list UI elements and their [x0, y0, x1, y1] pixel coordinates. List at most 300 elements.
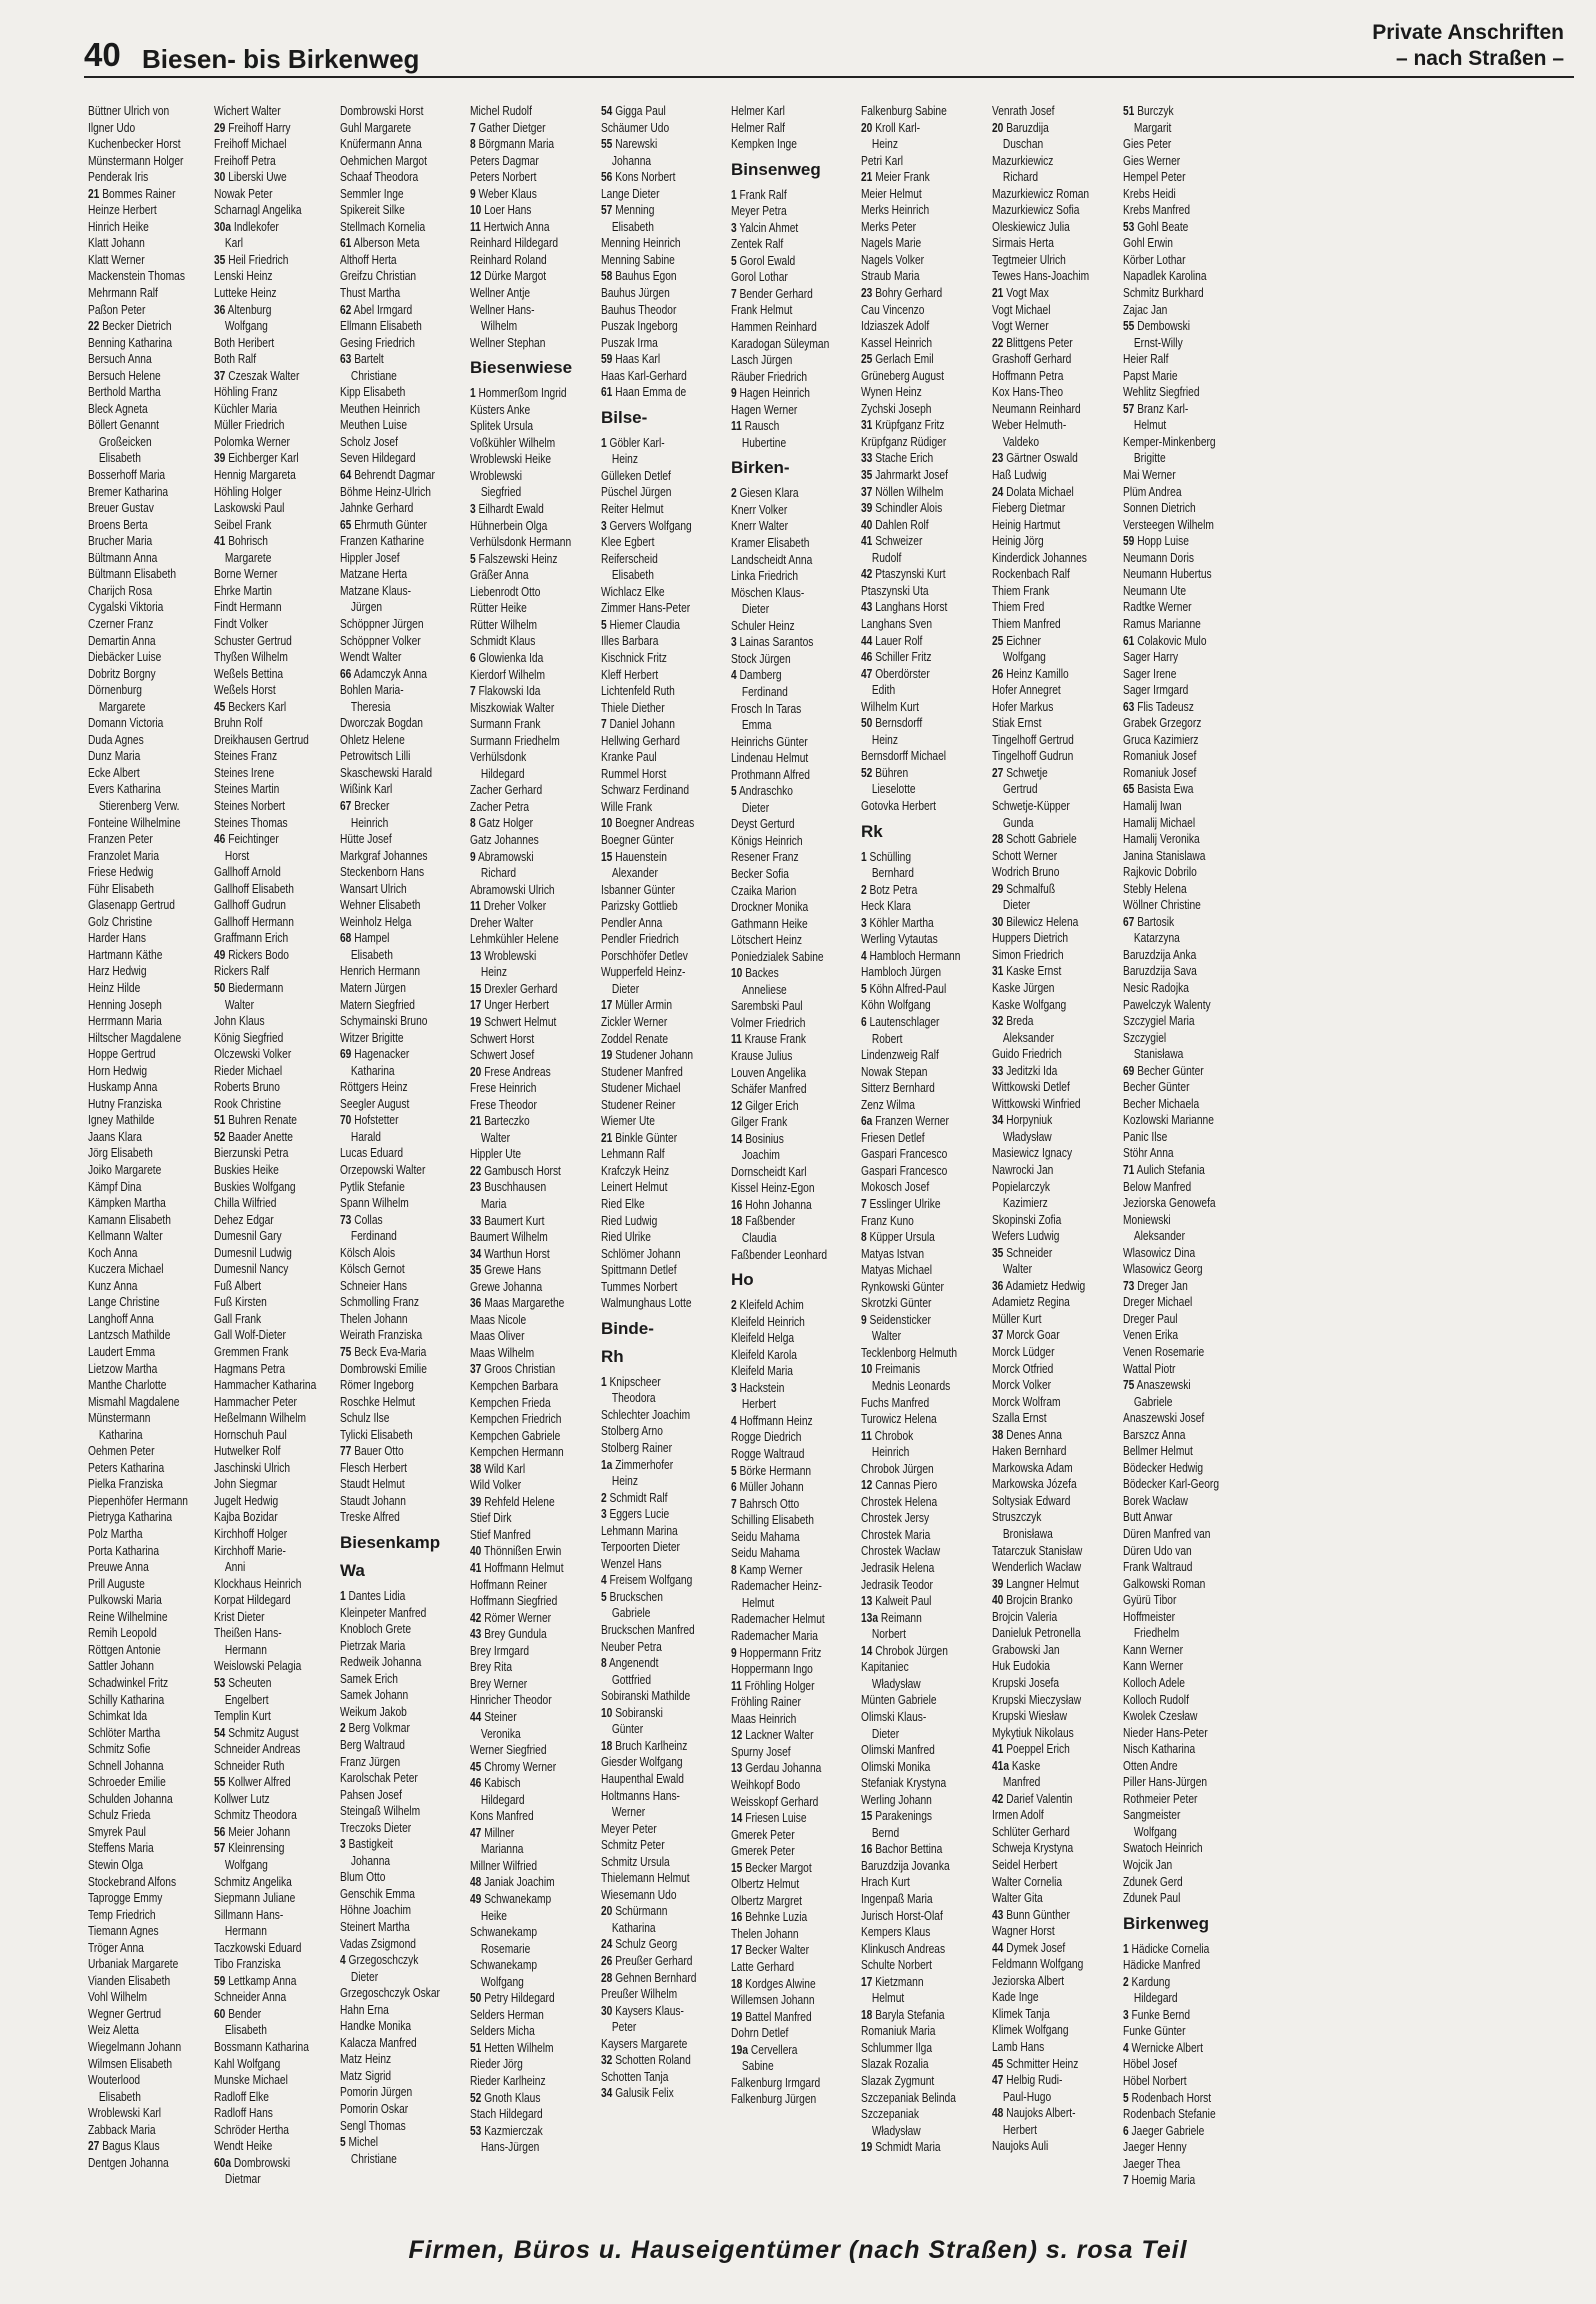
resident-entry: Matz Heinz — [340, 2051, 392, 2067]
house-number: 17 — [601, 997, 613, 1013]
resident-entry: Kempchen Barbara — [470, 1378, 559, 1394]
resident-entry: 31 Kaske Ernst — [992, 963, 1062, 979]
resident-entry: Stolberg Rainer — [601, 1440, 673, 1456]
resident-entry: Weßels Bettina — [214, 665, 284, 681]
resident-entry: Hoffmann Petra — [992, 367, 1064, 383]
resident-entry: Valdeko — [1002, 433, 1040, 449]
resident-entry: Kissel Heinz-Egon — [731, 1180, 815, 1196]
resident-entry: Reiter Helmut — [601, 501, 664, 517]
resident-entry: 67 Bartosik — [1123, 913, 1175, 929]
house-number: 3 — [1123, 2006, 1129, 2022]
house-number: 10 — [470, 202, 482, 218]
resident-entry: 10 Sobiranski — [601, 1704, 663, 1720]
resident-entry: Walter — [224, 996, 255, 1012]
resident-entry: Schwanekamp — [470, 1924, 538, 1940]
resident-entry: 17 Kietzmann — [861, 1973, 924, 1989]
resident-entry: 55 Dembowski — [1123, 318, 1191, 334]
resident-entry: 25 Eichner — [992, 632, 1041, 648]
resident-entry: Lange Christine — [88, 1294, 160, 1310]
resident-entry: Ehrke Martin — [214, 582, 272, 598]
house-number: 15 — [470, 980, 482, 996]
resident-entry: Fuß Albert — [214, 1277, 262, 1293]
resident-entry: Großeicken — [98, 433, 152, 449]
resident-entry: Lutteke Heinz — [214, 285, 277, 301]
resident-entry: Schulz Ilse — [340, 1410, 390, 1426]
house-number: 61 — [1123, 632, 1135, 648]
resident-entry: Findt Volker — [214, 615, 268, 631]
resident-entry: Wittkowski Detlef — [992, 1079, 1070, 1095]
header-rule — [84, 76, 1574, 78]
house-number: 18 — [601, 1737, 613, 1753]
resident-entry: Lenski Heinz — [214, 268, 273, 284]
resident-entry: Horn Hedwig — [88, 1062, 148, 1078]
resident-entry: 63 Flis Tadeusz — [1123, 698, 1194, 714]
resident-entry: Millner Wilfried — [470, 1857, 538, 1873]
resident-entry: 60a Dombrowski — [214, 2154, 291, 2170]
house-number: 42 — [992, 1790, 1004, 1806]
resident-entry: Lindenzweig Ralf — [861, 1047, 939, 1063]
resident-entry: 5 Hiemer Claudia — [601, 616, 680, 632]
resident-entry: 1 Schülling — [861, 848, 912, 864]
resident-entry: Dumesnil Gary — [214, 1228, 282, 1244]
resident-entry: 8 Küpper Ursula — [861, 1229, 935, 1245]
resident-entry: Gmerek Peter — [731, 1843, 795, 1859]
house-number: 9 — [861, 1311, 867, 1327]
resident-entry: Temp Friedrich — [88, 1906, 156, 1922]
resident-entry: Radloff Elke — [214, 2088, 269, 2104]
resident-entry: Mednis Leonards — [871, 1378, 951, 1394]
house-number: 3 — [470, 501, 476, 517]
resident-entry: Benning Katharina — [88, 334, 173, 350]
resident-entry: Meuthen Luise — [340, 417, 408, 433]
resident-entry: Stock Jürgen — [731, 650, 791, 666]
house-number: 2 — [731, 1297, 737, 1313]
resident-entry: Wegner Gertrud — [88, 2005, 162, 2021]
resident-entry: Skaschewski Harald — [340, 764, 433, 780]
resident-entry: Lehmann Marina — [601, 1522, 678, 1538]
resident-entry: Boegner Günter — [601, 831, 674, 847]
resident-entry: 57 Menning — [601, 202, 655, 218]
resident-entry: Helmut — [871, 1990, 905, 2006]
house-number: 7 — [1123, 2172, 1129, 2188]
resident-entry: 18 Bruch Karlheinz — [601, 1737, 688, 1753]
resident-entry: Knüfermann Anna — [340, 136, 422, 152]
resident-entry: Kleifeld Karola — [731, 1346, 797, 1362]
resident-entry: Butt Anwar — [1123, 1509, 1173, 1525]
resident-entry: Jurisch Horst-Olaf — [861, 1907, 943, 1923]
house-number: 65 — [1123, 781, 1135, 797]
resident-entry: 43 Bunn Günther — [992, 1906, 1070, 1922]
resident-entry: Chrostek Wacław — [861, 1543, 941, 1559]
resident-entry: Rademacher Maria — [731, 1628, 818, 1644]
resident-entry: Resener Franz — [731, 849, 799, 865]
resident-entry: 51 Burczyk — [1123, 103, 1174, 118]
resident-entry: Bersuch Helene — [88, 367, 161, 383]
house-number: 46 — [861, 649, 873, 665]
resident-entry: 20 Kroll Karl- — [861, 119, 921, 135]
house-number: 32 — [992, 1013, 1004, 1029]
resident-entry: Merks Heinrich — [861, 202, 930, 218]
resident-entry: Korpat Hildegard — [214, 1592, 291, 1608]
resident-entry: 33 Baumert Kurt — [470, 1212, 545, 1228]
resident-entry: Kleff Herbert — [601, 666, 659, 682]
house-number: 1 — [731, 186, 737, 202]
resident-entry: Jedrasik Helena — [861, 1560, 935, 1576]
resident-entry: 47 Helbig Rudi- — [992, 2072, 1063, 2088]
resident-entry: 9 Weber Klaus — [470, 185, 537, 201]
street-heading: Rh — [601, 1346, 624, 1366]
resident-entry: Sager Harry — [1123, 649, 1179, 665]
house-number: 17 — [470, 997, 482, 1013]
resident-entry: 41 Schweizer — [861, 533, 923, 549]
resident-entry: 19 Battel Manfred — [731, 2008, 812, 2024]
resident-entry: Hoffmann Reiner — [470, 1576, 548, 1592]
house-number: 5 — [1123, 2089, 1129, 2105]
resident-entry: Franzolet Maria — [88, 847, 160, 863]
resident-entry: Wroblewski Karl — [88, 2105, 162, 2121]
resident-entry: Zdunek Gerd — [1123, 1873, 1183, 1889]
resident-entry: Gall Wolf-Dieter — [214, 1327, 286, 1343]
resident-entry: 12 Dürke Margot — [470, 268, 547, 284]
resident-entry: 62 Abel Irmgard — [340, 301, 413, 317]
resident-entry: Matzane Herta — [340, 566, 408, 582]
resident-entry: Königs Heinrich — [731, 832, 803, 848]
resident-entry: Ilgner Udo — [88, 119, 136, 135]
house-number: 30 — [214, 169, 226, 185]
resident-entry: Dunz Maria — [88, 748, 141, 764]
house-number: 5 — [601, 616, 607, 632]
resident-entry: 5 Rodenbach Horst — [1123, 2089, 1212, 2105]
resident-entry: Semmler Inge — [340, 185, 404, 201]
resident-entry: Pulkowski Maria — [88, 1592, 162, 1608]
resident-entry: Theißen Hans- — [214, 1625, 282, 1641]
resident-entry: Wehner Elisabeth — [340, 897, 421, 913]
resident-entry: Nisch Katharina — [1123, 1741, 1196, 1757]
resident-entry: Penderak Iris — [88, 169, 149, 185]
resident-entry: 2 Berg Volkmar — [340, 1720, 410, 1736]
resident-entry: 7 Daniel Johann — [601, 716, 675, 732]
resident-entry: Stefaniak Krystyna — [861, 1775, 947, 1791]
resident-entry: Landscheidt Anna — [731, 551, 813, 567]
resident-entry: Morck Otfried — [992, 1360, 1054, 1376]
resident-entry: 65 Ehrmuth Günter — [340, 516, 427, 532]
resident-entry: Venrath Josef — [992, 103, 1055, 118]
resident-entry: Chrostek Maria — [861, 1526, 931, 1542]
house-number: 23 — [470, 1179, 482, 1195]
resident-entry: Seidu Mahama — [731, 1528, 800, 1544]
resident-entry: Vogt Michael — [992, 301, 1051, 317]
resident-entry: Kleinpeter Manfred — [340, 1604, 427, 1620]
resident-entry: Steingaß Wilhelm — [340, 1803, 421, 1819]
resident-entry: Peter — [611, 2019, 637, 2035]
resident-entry: Krüpfganz Rüdiger — [861, 433, 947, 449]
resident-entry: Fieberg Dietmar — [992, 500, 1066, 516]
house-number: 55 — [1123, 318, 1135, 334]
resident-entry: Czaika Marion — [731, 882, 797, 898]
resident-entry: Zychski Joseph — [861, 400, 932, 416]
resident-entry: Büttner Ulrich von — [88, 103, 170, 118]
resident-entry: 28 Schott Gabriele — [992, 831, 1077, 847]
house-number: 3 — [601, 517, 607, 533]
resident-entry: Rademacher Helmut — [731, 1611, 825, 1627]
house-number: 6a — [861, 1113, 873, 1129]
resident-entry: 18 Faßbender — [731, 1213, 796, 1229]
resident-entry: Steckenborn Hans — [340, 864, 425, 880]
resident-entry: Linka Friedrich — [731, 568, 799, 584]
resident-entry: Gyürü Tibor — [1123, 1592, 1177, 1608]
resident-entry: Helmut — [1133, 417, 1167, 433]
resident-entry: 66 Adamczyk Anna — [340, 665, 427, 681]
house-number: 4 — [731, 1412, 737, 1428]
resident-entry: Hiltscher Magdalene — [88, 1029, 182, 1045]
resident-entry: Tylicki Elisabeth — [340, 1426, 413, 1442]
resident-entry: Dreher Walter — [470, 914, 534, 930]
resident-entry: Gräßer Anna — [470, 567, 529, 583]
resident-entry: Heike — [480, 1907, 507, 1923]
resident-entry: Kempchen Friedrich — [470, 1411, 562, 1427]
resident-entry: 22 Gambusch Horst — [470, 1162, 561, 1178]
resident-entry: Räuber Friedrich — [731, 368, 808, 384]
resident-entry: Peters Dagmar — [470, 152, 539, 168]
resident-entry: 8 Angenendt — [601, 1655, 659, 1671]
resident-entry: Pytlik Stefanie — [340, 1178, 405, 1194]
resident-entry: Kleifeld Maria — [731, 1363, 793, 1379]
resident-entry: Morck Volker — [992, 1377, 1052, 1393]
resident-entry: Dieter — [611, 980, 640, 996]
resident-entry: Fonteine Wilhelmine — [88, 814, 181, 830]
resident-entry: Brey Irmgard — [470, 1642, 530, 1658]
resident-entry: 24 Schulz Georg — [601, 1936, 678, 1952]
resident-entry: Elisabeth — [350, 946, 393, 962]
resident-entry: Huk Eudokia — [992, 1658, 1050, 1674]
resident-entry: 37 Nöllen Wilhelm — [861, 483, 944, 499]
resident-entry: 36 Adamietz Hedwig — [992, 1277, 1086, 1293]
resident-entry: 48 Janiak Joachim — [470, 1874, 555, 1890]
resident-entry: Edith — [871, 682, 896, 698]
house-number: 67 — [340, 797, 352, 813]
resident-entry: Gotovka Herbert — [861, 797, 936, 813]
resident-entry: Wellner Stephan — [470, 334, 546, 350]
resident-entry: Puszak Ingeborg — [601, 318, 678, 334]
resident-entry: 56 Kons Norbert — [601, 169, 676, 185]
resident-entry: 33 Stache Erich — [861, 450, 934, 466]
resident-entry: Piepenhöfer Hermann — [88, 1492, 188, 1508]
house-number: 40 — [992, 1592, 1004, 1608]
resident-entry: Herbert — [741, 1396, 776, 1412]
resident-entry: 64 Behrendt Dagmar — [340, 467, 435, 483]
resident-entry: 57 Kleinrensing — [214, 1840, 285, 1856]
resident-entry: Freihoff Michael — [214, 136, 287, 152]
resident-entry: Heinrich — [350, 814, 389, 830]
resident-entry: Steines Franz — [214, 748, 278, 764]
resident-entry: Kapitaniec — [861, 1659, 909, 1675]
resident-entry: Schröder Hertha — [214, 2121, 289, 2137]
resident-entry: Kämpf Dina — [88, 1178, 142, 1194]
resident-entry: Bültmann Elisabeth — [88, 566, 177, 582]
resident-entry: Dohrn Detlef — [731, 2025, 789, 2041]
house-number: 21 — [601, 1129, 613, 1145]
resident-entry: Piller Hans-Jürgen — [1123, 1774, 1208, 1790]
resident-entry: Schymainski Bruno — [340, 1013, 428, 1029]
resident-entry: 63 Bartelt — [340, 351, 384, 367]
resident-entry: Höhne Joachim — [340, 1902, 412, 1918]
resident-entry: 42 Ptaszynski Kurt — [861, 566, 946, 582]
house-number: 39 — [214, 450, 226, 466]
resident-entry: Giesder Wolfgang — [601, 1754, 683, 1770]
resident-entry: 1 Knipscheer — [601, 1373, 661, 1389]
resident-entry: 11 Dreher Volker — [470, 898, 547, 914]
resident-entry: Treske Alfred — [340, 1509, 400, 1525]
house-number: 22 — [88, 318, 100, 334]
resident-entry: 59 Hopp Luise — [1123, 533, 1189, 549]
resident-entry: 5 Köhn Alfred-Paul — [861, 980, 947, 996]
resident-entry: 7 Flakowski Ida — [470, 683, 541, 699]
house-number: 57 — [601, 202, 613, 218]
resident-entry: Mazurkiewicz Roman — [992, 185, 1090, 201]
resident-entry: 4 Freisem Wolfgang — [601, 1572, 693, 1588]
house-number: 61 — [601, 384, 613, 400]
house-number: 1 — [861, 848, 867, 864]
resident-entry: Mykytiuk Nikolaus — [992, 1724, 1074, 1740]
resident-entry: Schuster Gertrud — [214, 632, 292, 648]
house-number: 5 — [470, 550, 476, 566]
resident-entry: 57 Branz Karl- — [1123, 400, 1189, 416]
house-number: 1 — [340, 1588, 346, 1604]
resident-entry: Weihkopf Bodo — [731, 1776, 801, 1792]
resident-entry: 8 Börgmann Maria — [470, 136, 555, 152]
resident-entry: Baumert Wilhelm — [470, 1229, 548, 1245]
resident-entry: Thelen Johann — [731, 1925, 799, 1941]
resident-entry: Gertrud — [1002, 781, 1038, 797]
resident-entry: Ernst-Willy — [1133, 334, 1183, 350]
resident-entry: Lieselotte — [871, 781, 916, 797]
resident-entry: Hippler Josef — [340, 549, 400, 565]
resident-entry: 18 Baryla Stefania — [861, 2006, 945, 2022]
resident-entry: Haas Karl-Gerhard — [601, 367, 687, 383]
resident-entry: Maas Heinrich — [731, 1710, 797, 1726]
resident-entry: Schweja Krystyna — [992, 1840, 1074, 1856]
resident-entry: Sonnen Dietrich — [1123, 500, 1196, 516]
resident-entry: Schott Werner — [992, 847, 1058, 863]
resident-entry: 75 Anaszewski — [1123, 1377, 1191, 1393]
resident-entry: Dreger Paul — [1123, 1310, 1178, 1326]
resident-entry: Schilling Elisabeth — [731, 1512, 814, 1528]
house-number: 41 — [214, 533, 226, 549]
resident-entry: Rogge Waltraud — [731, 1446, 805, 1462]
resident-entry: 2 Schmidt Ralf — [601, 1489, 668, 1505]
resident-entry: Hermann — [224, 1923, 267, 1939]
resident-entry: 69 Becher Günter — [1123, 1062, 1204, 1078]
resident-entry: Wenzel Hans — [601, 1555, 662, 1571]
house-number: 15 — [731, 1859, 743, 1875]
resident-entry: Heinz — [480, 964, 507, 980]
resident-entry: Haß Ludwig — [992, 467, 1047, 483]
house-number: 6 — [470, 649, 476, 665]
resident-entry: Haken Bernhard — [992, 1443, 1067, 1459]
resident-entry: Bültmann Anna — [88, 549, 158, 565]
resident-entry: Olimski Monika — [861, 1758, 931, 1774]
resident-entry: Richard — [1002, 169, 1039, 185]
resident-entry: Buskies Heike — [214, 1162, 279, 1177]
resident-entry: Dieter — [871, 1725, 900, 1741]
resident-entry: Pomorin Jürgen — [340, 2084, 413, 2100]
house-number: 52 — [470, 2089, 482, 2105]
resident-entry: Surmann Friedhelm — [470, 732, 560, 748]
resident-entry: Guhl Margarete — [340, 119, 412, 135]
resident-entry: Hornschuh Paul — [214, 1426, 287, 1442]
resident-entry: Klatt Werner — [88, 251, 145, 267]
resident-entry: Heinz — [871, 136, 898, 152]
resident-entry: Dreikhausen Gertrud — [214, 731, 309, 747]
house-number: 4 — [861, 947, 867, 963]
house-number: 65 — [340, 516, 352, 532]
house-number: 3 — [731, 634, 737, 650]
resident-entry: Miszkowiak Walter — [470, 699, 555, 715]
resident-entry: Karl — [224, 235, 244, 251]
resident-entry: Stanisława — [1133, 1046, 1184, 1062]
house-number: 35 — [992, 1244, 1004, 1260]
resident-entry: Mazurkiewicz Sofia — [992, 202, 1080, 218]
resident-entry: Dobritz Borgny — [88, 665, 156, 681]
resident-entry: 17 Müller Armin — [601, 997, 673, 1013]
resident-entry: Wöllner Christine — [1123, 897, 1201, 913]
resident-entry: Menning Heinrich — [601, 235, 681, 251]
resident-entry: Karadogan Süleyman — [731, 335, 830, 351]
resident-entry: 8 Gatz Holger — [470, 815, 534, 831]
house-number: 42 — [861, 566, 873, 582]
resident-entry: Rickers Ralf — [214, 963, 270, 979]
house-number: 5 — [340, 2134, 346, 2150]
resident-entry: Ried Ulrike — [601, 1229, 651, 1245]
resident-entry: Szczepaniak — [861, 2106, 919, 2122]
resident-entry: Steines Norbert — [214, 797, 286, 813]
house-number: 46 — [214, 831, 226, 847]
resident-entry: Grashoff Gerhard — [992, 351, 1072, 367]
house-number: 60 — [214, 2005, 226, 2021]
street-heading: Binde- — [601, 1318, 654, 1338]
resident-entry: Bauhus Jürgen — [601, 285, 670, 301]
resident-entry: Studener Reiner — [601, 1096, 676, 1112]
resident-entry: 4 Hoffmann Heinz — [731, 1412, 813, 1428]
resident-entry: Orzepowski Walter — [340, 1162, 426, 1177]
house-number: 23 — [861, 285, 873, 301]
resident-entry: Zacher Petra — [470, 798, 530, 814]
resident-entry: Oehmen Peter — [88, 1443, 155, 1459]
resident-entry: König Siegfried — [214, 1029, 284, 1045]
resident-entry: 35 Grewe Hans — [470, 1262, 542, 1278]
resident-entry: 58 Bauhus Egon — [601, 268, 677, 284]
resident-entry: 29 Freihoff Harry — [214, 119, 291, 135]
resident-entry: Terpoorten Dieter — [601, 1539, 680, 1555]
resident-entry: Wiegelmann Johann — [88, 2038, 182, 2054]
resident-entry: Lantzsch Mathilde — [88, 1327, 171, 1343]
resident-entry: Harz Hedwig — [88, 963, 147, 979]
resident-entry: Krist Dieter — [214, 1608, 265, 1624]
house-number: 3 — [731, 1379, 737, 1395]
resident-entry: 38 Wild Karl — [470, 1460, 526, 1476]
resident-entry: Bellmer Helmut — [1123, 1443, 1193, 1459]
house-number: 18 — [731, 1213, 743, 1229]
resident-entry: Bödecker Hedwig — [1123, 1459, 1204, 1475]
directory-columns — [88, 103, 1568, 2225]
resident-entry: Tatarczuk Stanisław — [992, 1542, 1083, 1558]
house-number: 44 — [992, 1939, 1004, 1955]
house-number: 11 — [731, 1031, 742, 1047]
resident-entry: 56 Meier Johann — [214, 1823, 291, 1839]
resident-entry: Bronisława — [1002, 1526, 1053, 1542]
resident-entry: 32 Breda — [992, 1013, 1034, 1029]
resident-entry: Langhoff Anna — [88, 1310, 154, 1326]
